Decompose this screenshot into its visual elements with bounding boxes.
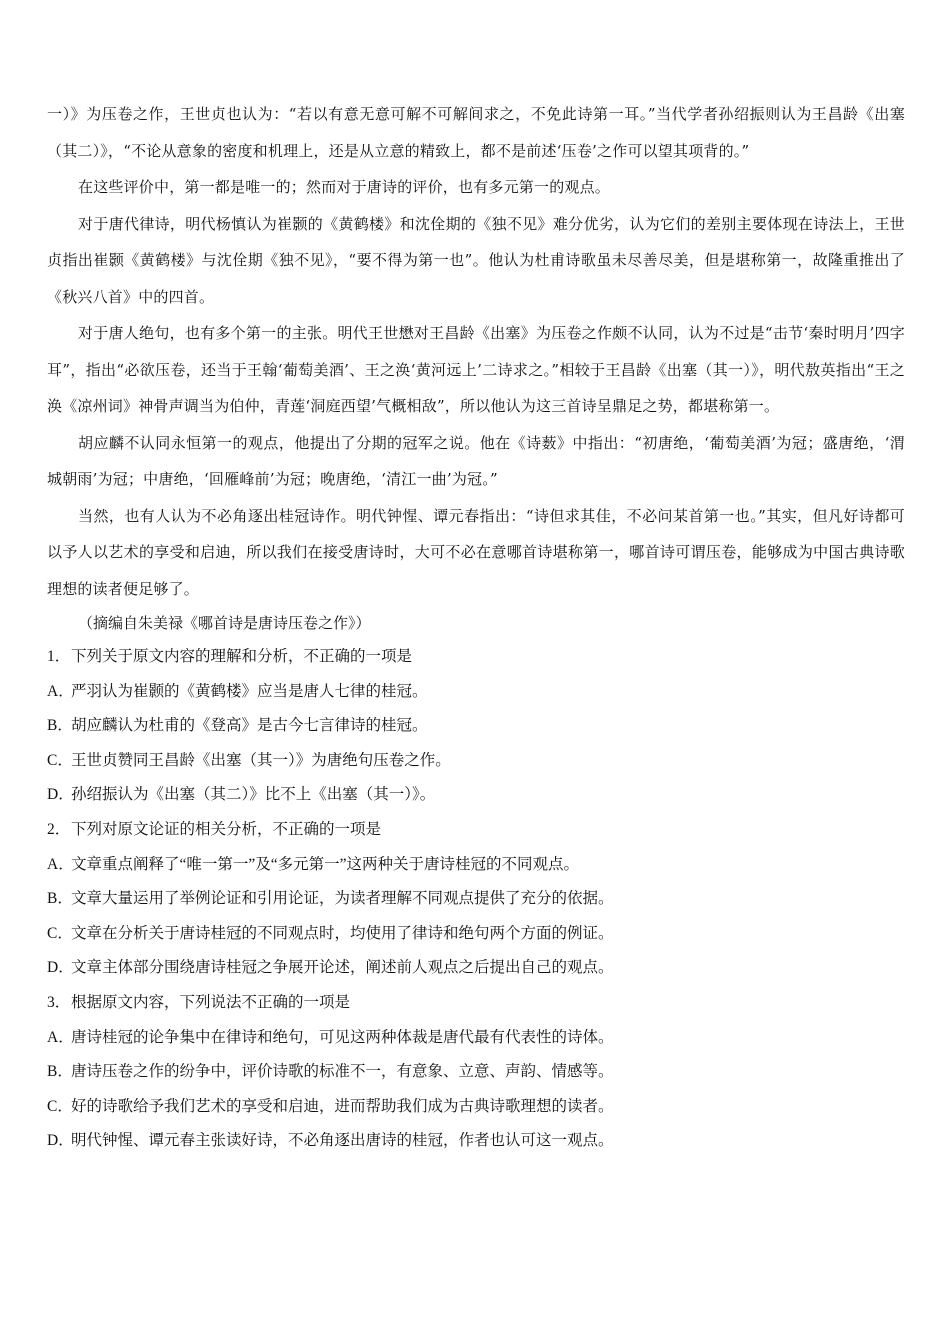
option-letter: A． <box>47 1028 74 1046</box>
passage <box>47 96 905 640</box>
option-text: 文章主体部分围绕唐诗桂冠之争展开论述，阐述前人观点之后提出自己的观点。 <box>71 959 614 977</box>
paragraph-5: 胡应麟不认同永恒第一的观点，他提出了分期的冠军之说。他在《诗薮》中指出：“初唐绝，‘葡萄美酒’为冠；盛唐绝，‘渭城朝雨’为冠；中唐绝，‘回雁峰前’为冠；晚唐绝，‘清江一曲’为冠。” <box>47 433 905 488</box>
option-letter: C． <box>47 751 73 769</box>
option-c <box>47 744 905 779</box>
option-letter: D． <box>47 786 74 804</box>
option-letter: A． <box>47 682 74 700</box>
option-c <box>47 1090 905 1125</box>
paragraph-3: 对于唐代律诗，明代杨慎认为崔颢的《黄鹤楼》和沈佺期的《独不见》难分优劣，认为它们的差别主要体现在诗法上，王世贞指出崔颢《黄鹤楼》与沈佺期《独不见》，“要不得为第一也”。他认为杜甫诗歌虽未尽善尽美，但是堪称第一，故隆重推出了《秋兴八首》中的四首。 <box>47 214 905 306</box>
option-letter: B． <box>47 1063 73 1081</box>
question-number: 2． <box>47 820 71 838</box>
option-letter: C． <box>47 924 73 942</box>
paragraph-4: 对于唐人绝句，也有多个第一的主张。明代王世懋对王昌龄《出塞》为压卷之作颇不认同，认为不过是“击节‘秦时明月’四字耳”，指出“必欲压卷，还当于王翰‘葡萄美酒’、王之涣‘黄河远上’二诗求之。”相较于王昌龄《出塞（其一）》，明代敖英指出“王之涣《凉州词》神骨声调当为伯仲，青莲‘洞庭西望’气概相敌”，所以他认为这三首诗呈鼎足之势，都堪称第一。 <box>47 324 905 415</box>
question-stem <box>47 640 905 675</box>
source-citation: （摘编自朱美禄《哪首诗是唐诗压卷之作》） <box>78 614 371 632</box>
option-text: 好的诗歌给予我们艺术的享受和启迪，进而帮助我们成为古典诗歌理想的读者。 <box>71 1097 614 1115</box>
question-number: 1． <box>47 648 71 665</box>
option-letter: D． <box>47 1132 74 1150</box>
option-text: 唐诗桂冠的论争集中在律诗和绝句，可见这两种体裁是唐代最有代表性的诗体。 <box>71 1028 614 1046</box>
option-letter: B． <box>47 717 73 735</box>
option-text: 胡应麟认为杜甫的《登高》是古今七言律诗的桂冠。 <box>71 717 428 735</box>
option-text: 王世贞赞同王昌龄《出塞（其一）》为唐绝句压卷之作。 <box>71 751 451 769</box>
option-text: 唐诗压卷之作的纷争中，评价诗歌的标准不一，有意象、立意、声韵、情感等。 <box>71 1063 614 1081</box>
option-c <box>47 917 905 952</box>
paragraph-6: 当然，也有人认为不必角逐出桂冠诗作。明代钟惺、谭元春指出：“诗但求其佳，不必问某首第一也。”其实，但凡好诗都可以予人以艺术的享受和启迪，所以我们在接受唐诗时，大可不必在意哪首诗堪称第一，哪首诗可谓压卷，能够成为中国古典诗歌理想的读者便足够了。 <box>47 506 905 598</box>
option-text: 孙绍振认为《出塞（其二）》比不上《出塞（其一）》。 <box>71 786 436 804</box>
option-text: 明代钟惺、谭元春主张读好诗，不必角逐出唐诗的桂冠，作者也认可这一观点。 <box>71 1132 614 1150</box>
question-1 <box>47 640 905 813</box>
option-b <box>47 882 905 917</box>
option-b <box>47 1055 905 1090</box>
question-text: 下列对原文论证的相关分析，不正确的一项是 <box>71 820 382 838</box>
option-d <box>47 1124 905 1159</box>
option-text: 文章重点阐释了“唯一第一”及“多元第一”这两种关于唐诗桂冠的不同观点。 <box>71 855 580 873</box>
option-letter: B． <box>47 890 73 908</box>
option-b <box>47 709 905 744</box>
question-number: 3． <box>47 993 71 1011</box>
option-a <box>47 1021 905 1056</box>
option-text: 文章在分析关于唐诗桂冠的不同观点时，均使用了律诗和绝句两个方面的例证。 <box>71 924 614 942</box>
question-text: 根据原文内容，下列说法不正确的一项是 <box>71 993 351 1011</box>
paragraph-1: 一）》为压卷之作，王世贞也认为：“若以有意无意可解不可解间求之，不免此诗第一耳。”当代学者孙绍振则认为王昌龄《出塞（其二）》，“不论从意象的密度和机理上，还是从立意的精致上，都不是前述‘压卷’之作可以望其项背的。” <box>47 105 905 160</box>
question-stem <box>47 813 905 848</box>
option-letter: A． <box>47 855 74 873</box>
question-2 <box>47 813 905 986</box>
option-text: 严羽认为崔颢的《黄鹤楼》应当是唐人七律的桂冠。 <box>71 682 428 700</box>
paragraph-2: 在这些评价中，第一都是唯一的；然而对于唐诗的评价，也有多元第一的观点。 <box>78 178 611 196</box>
option-letter: C． <box>47 1097 73 1115</box>
document-page <box>47 96 905 1159</box>
option-d <box>47 951 905 986</box>
option-a <box>47 675 905 710</box>
option-letter: D． <box>47 959 74 977</box>
question-stem <box>47 986 905 1021</box>
question-text: 下列关于原文内容的理解和分析，不正确的一项是 <box>71 648 413 665</box>
option-text: 文章大量运用了举例论证和引用论证，为读者理解不同观点提供了充分的依据。 <box>71 890 614 908</box>
option-a <box>47 848 905 883</box>
question-3 <box>47 986 905 1159</box>
option-d <box>47 778 905 813</box>
